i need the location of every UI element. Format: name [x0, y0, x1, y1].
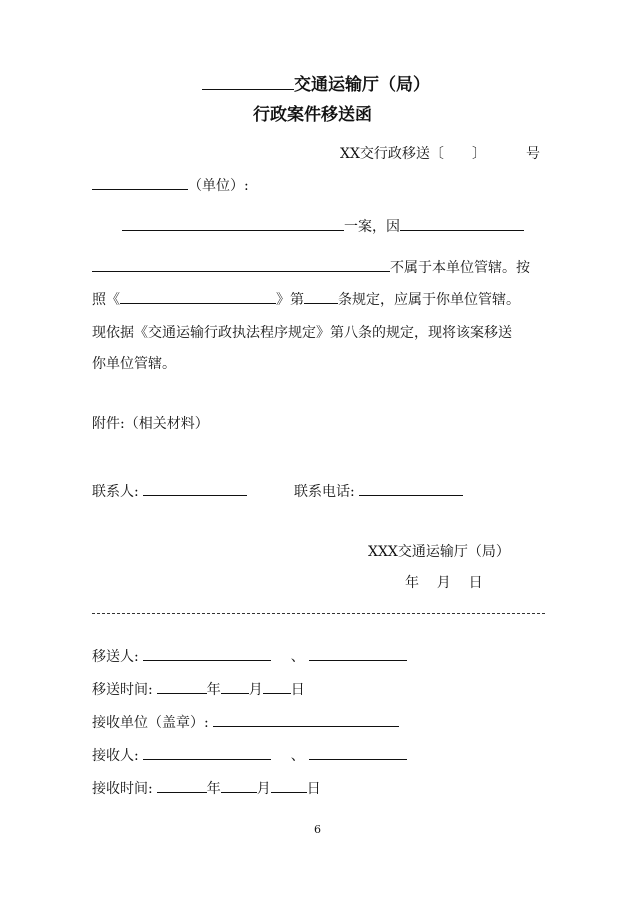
receiver-unit-label: 接收单位（盖章）: — [92, 715, 209, 731]
reason-continued-blank[interactable] — [92, 270, 390, 272]
receive-time-row — [92, 778, 321, 798]
receive-month-blank[interactable] — [221, 791, 257, 793]
cut-line-divider — [92, 613, 545, 614]
recipient-blank[interactable] — [92, 188, 188, 190]
article-number-blank[interactable] — [304, 302, 338, 304]
law-suffix: 条规定，应属于你单位管辖。 — [338, 292, 520, 308]
send-month-label: 月 — [248, 682, 263, 698]
receiver-unit-blank[interactable] — [213, 725, 399, 727]
title-agency: 交通运输厅（局） — [294, 75, 430, 95]
send-time-row — [92, 679, 305, 699]
sender-blank-1[interactable] — [143, 659, 271, 661]
doc-number-suffix: 号 — [525, 146, 540, 162]
case-text: 一案，因 — [344, 219, 400, 235]
law-prefix: 照《 — [92, 292, 120, 308]
sender-row — [92, 646, 407, 666]
receive-day-blank[interactable] — [271, 791, 307, 793]
reason-line — [92, 257, 530, 277]
receive-time-label: 接收时间: — [92, 781, 153, 797]
send-time-label: 移送时间: — [92, 682, 153, 698]
contact-person-blank[interactable] — [143, 494, 247, 496]
receive-year-blank[interactable] — [157, 791, 207, 793]
receive-day-label: 日 — [306, 781, 321, 797]
doc-number-prefix: XX交行政移送〔 — [340, 146, 444, 162]
contact-person — [92, 481, 247, 501]
doc-number — [340, 143, 540, 163]
issuer-name: XXX交通运输厅（局） — [368, 544, 510, 560]
receiver-unit-row — [92, 712, 399, 732]
receiver-blank-2[interactable] — [309, 758, 407, 760]
receiver-blank-1[interactable] — [143, 758, 271, 760]
contact-phone — [294, 481, 463, 501]
send-day-blank[interactable] — [263, 692, 291, 694]
transfer-text: 你单位管辖。 — [92, 356, 176, 372]
send-year-label: 年 — [206, 682, 221, 698]
law-name-blank[interactable] — [120, 302, 276, 304]
receiver-sep: 、 — [290, 748, 305, 764]
recipient-suffix: （单位）: — [188, 178, 249, 194]
receiver-label: 接收人: — [92, 748, 139, 764]
title-line — [202, 70, 430, 95]
receive-month-label: 月 — [256, 781, 271, 797]
sender-blank-2[interactable] — [309, 659, 407, 661]
contact-person-label: 联系人: — [92, 484, 139, 500]
send-year-blank[interactable] — [157, 692, 207, 694]
contact-phone-blank[interactable] — [359, 494, 463, 496]
recipient-line — [92, 175, 249, 195]
page-number: 6 — [314, 823, 321, 836]
contact-phone-label: 联系电话: — [294, 484, 355, 500]
case-name-blank[interactable] — [122, 229, 344, 231]
agency-blank-line[interactable] — [202, 88, 294, 90]
basis-text: 现依据《交通运输行政执法程序规定》第八条的规定，现将该案移送 — [92, 325, 512, 341]
reason-blank[interactable] — [400, 229, 524, 231]
sender-sep: 、 — [290, 649, 305, 665]
not-jurisdiction-text: 不属于本单位管辖。按 — [390, 260, 530, 276]
law-line — [92, 289, 520, 309]
law-mid: 》第 — [276, 292, 304, 308]
receiver-row — [92, 745, 407, 765]
send-day-label: 日 — [290, 682, 305, 698]
send-month-blank[interactable] — [221, 692, 249, 694]
doc-title: 行政案件移送函 — [253, 105, 372, 125]
doc-number-bracket-close: 〕 — [471, 146, 486, 162]
case-line — [122, 216, 524, 236]
attachment-label: 附件:（相关材料） — [92, 416, 209, 432]
issue-date: 年 月 日 — [405, 575, 483, 591]
receive-year-label: 年 — [206, 781, 221, 797]
sender-label: 移送人: — [92, 649, 139, 665]
